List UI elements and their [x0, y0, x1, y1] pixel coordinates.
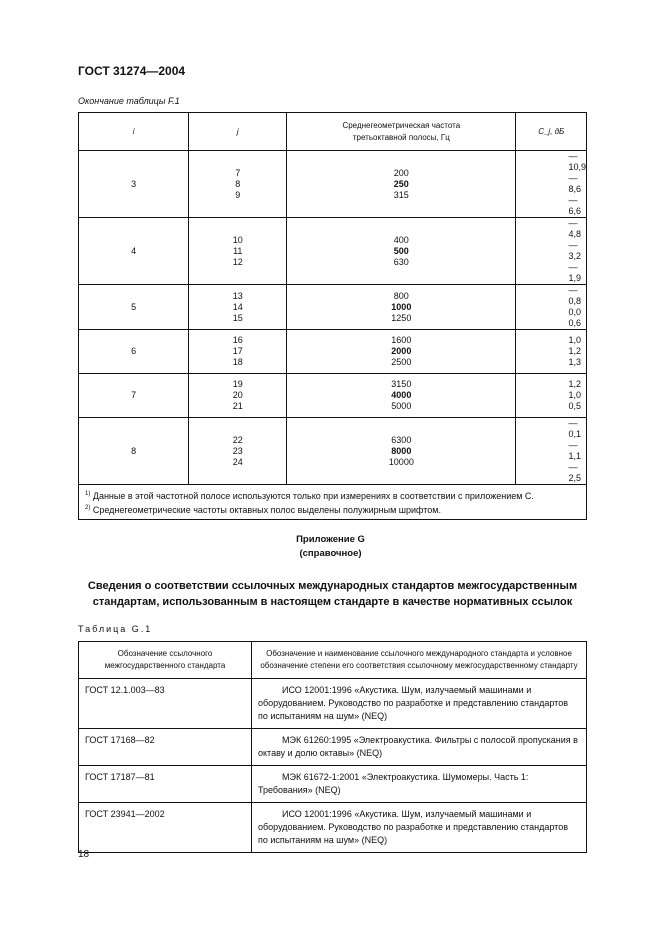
- appendix-label: Приложение G: [296, 534, 365, 545]
- cell-j: [189, 285, 287, 330]
- cj-value: —0,1: [568, 418, 581, 439]
- cell-j: [189, 218, 287, 285]
- frequency-value: 200: [393, 167, 409, 178]
- international-standard-cell: [252, 679, 587, 729]
- i-value: 3: [131, 178, 137, 189]
- frequency-value: 630: [393, 256, 409, 267]
- interstate-standard-cell: ГОСТ 12.1.003—83: [79, 679, 252, 729]
- table-f1-caption: Окончание таблицы F.1: [78, 96, 180, 106]
- footnote: [85, 502, 580, 516]
- j-value: 13: [232, 290, 243, 301]
- cell-i: [79, 330, 189, 374]
- table-row: [79, 766, 587, 803]
- frequency-value: 1600: [391, 335, 412, 345]
- international-standard-text: ИСО 12001:1996 «Акустика. Шум, излучаемый машинами и оборудованием. Руководство по разработке и представлению стандартов по испытаниям на шум» (NEQ): [258, 685, 568, 721]
- frequency-value: 2500: [391, 357, 412, 367]
- frequency-value: 2000: [391, 346, 412, 356]
- cell-j: [189, 374, 287, 418]
- footnote-text: Среднегеометрические частоты октавных полос выделены полужирным шрифтом.: [92, 505, 441, 515]
- footnotes-row: [79, 485, 587, 520]
- cj-value: 1,0: [568, 390, 581, 400]
- j-value: 10: [232, 234, 243, 245]
- header-i: i: [79, 113, 189, 151]
- cell-cj: [516, 330, 587, 374]
- cj-value: 1,2: [568, 346, 581, 356]
- cell-frequency: [287, 330, 516, 374]
- page-number: 18: [78, 849, 90, 860]
- cj-value: —6,6: [568, 195, 581, 216]
- j-value: 24: [232, 456, 243, 467]
- international-standard-text: МЭК 61260:1995 «Электроакустика. Фильтры с полосой пропускания в октаву и долю октавы» (NEQ): [258, 735, 578, 758]
- international-standard-text: МЭК 61672-1:2001 «Электроакустика. Шумомеры. Часть 1: Требования» (NEQ): [258, 772, 529, 795]
- table-header-row: [79, 113, 587, 151]
- international-standard-cell: [252, 766, 587, 803]
- header-j: j: [189, 113, 287, 151]
- cell-cj: [516, 285, 587, 330]
- cell-frequency: [287, 285, 516, 330]
- header-interstate-standard: Обозначение ссылочного межгосударственного стандарта: [79, 642, 252, 679]
- frequency-value: 1250: [391, 312, 412, 323]
- i-value: 7: [131, 390, 137, 400]
- table-row: [79, 803, 587, 853]
- frequency-value: 5000: [391, 401, 412, 411]
- j-value: 17: [232, 346, 243, 356]
- international-standard-cell: [252, 729, 587, 766]
- i-value: 6: [131, 346, 137, 356]
- footnote-mark: 1): [85, 491, 91, 497]
- cj-value: —3,2: [568, 240, 581, 261]
- cell-j: [189, 330, 287, 374]
- j-value: 18: [232, 357, 243, 367]
- cell-i: [79, 285, 189, 330]
- j-value: 9: [235, 189, 241, 200]
- table-f1: [78, 112, 587, 520]
- j-value: 14: [232, 301, 243, 312]
- document-id: ГОСТ 31274—2004: [78, 64, 186, 78]
- cell-cj: [516, 151, 587, 218]
- table-row-group: [79, 151, 587, 218]
- cell-i: [79, 418, 189, 485]
- cell-frequency: [287, 418, 516, 485]
- table-row-group: [79, 285, 587, 330]
- cell-j: [189, 151, 287, 218]
- i-value: 8: [131, 445, 137, 456]
- j-value: 22: [232, 434, 243, 445]
- table-g1: [78, 641, 587, 853]
- cell-frequency: [287, 218, 516, 285]
- international-standard-text: ИСО 12001:1996 «Акустика. Шум, излучаемый машинами и оборудованием. Руководство по разработке и представлению стандартов по испытаниям на шум» (NEQ): [258, 809, 568, 845]
- appendix-title: [0, 533, 661, 561]
- cj-value: —2,5: [568, 462, 581, 483]
- j-value: 11: [233, 245, 243, 256]
- cj-value: —4,8: [568, 218, 581, 239]
- cj-value: —8,6: [568, 173, 581, 194]
- appendix-subtitle: (справочное): [299, 548, 362, 559]
- cj-value: 0,6: [568, 318, 581, 328]
- frequency-value: 3150: [391, 379, 412, 389]
- cj-value: 1,0: [568, 335, 581, 345]
- frequency-value: 8000: [391, 445, 412, 456]
- cell-i: [79, 374, 189, 418]
- cj-value: —0,8: [568, 285, 581, 306]
- table-header-row: [79, 642, 587, 679]
- frequency-value: 800: [393, 290, 409, 301]
- j-value: 7: [235, 167, 241, 178]
- frequency-value: 250: [393, 178, 409, 189]
- footnotes: [79, 485, 587, 520]
- i-value: 4: [131, 245, 137, 256]
- j-value: 23: [232, 445, 243, 456]
- cell-cj: [516, 374, 587, 418]
- frequency-value: 1000: [391, 301, 412, 312]
- cj-value: 1,2: [568, 379, 581, 389]
- frequency-value: 10000: [388, 456, 414, 467]
- cell-i: [79, 218, 189, 285]
- cell-cj: [516, 218, 587, 285]
- frequency-value: 400: [393, 234, 409, 245]
- frequency-value: 6300: [391, 434, 412, 445]
- interstate-standard-cell: ГОСТ 17168—82: [79, 729, 252, 766]
- appendix-heading: Сведения о соответствии ссылочных международных стандартов межгосударственным стандартам, использованным в настоящем стандарте в качестве нормативных ссылок: [87, 580, 578, 608]
- cj-value: 0,0: [568, 307, 581, 317]
- j-value: 15: [232, 312, 243, 323]
- frequency-value: 315: [393, 189, 409, 200]
- j-value: 19: [232, 379, 243, 389]
- footnote-mark: 2): [85, 505, 91, 511]
- cj-value: —1,9: [568, 262, 581, 283]
- frequency-value: 4000: [391, 390, 412, 400]
- header-frequency: Среднегеометрическая частота третьоктавной полосы, Гц: [287, 113, 516, 151]
- j-value: 12: [232, 256, 243, 267]
- interstate-standard-cell: ГОСТ 23941—2002: [79, 803, 252, 853]
- table-row-group: [79, 330, 587, 374]
- table-g1-caption: Таблица G.1: [78, 624, 153, 634]
- header-cj-label: C_j, дБ: [538, 126, 565, 136]
- international-standard-cell: [252, 803, 587, 853]
- cj-value: 0,5: [568, 401, 581, 411]
- j-value: 16: [232, 335, 243, 345]
- cj-value: 1,3: [568, 357, 581, 367]
- i-value: 5: [131, 301, 137, 312]
- interstate-standard-cell: ГОСТ 17187—81: [79, 766, 252, 803]
- footnote-text: Данные в этой частотной полосе используются только при измерениях в соответствии с приложением С.: [92, 491, 534, 501]
- header-cj: [516, 113, 587, 151]
- cell-frequency: [287, 374, 516, 418]
- cell-cj: [516, 418, 587, 485]
- footnote: [85, 488, 580, 502]
- table-row-group: [79, 418, 587, 485]
- table-row: [79, 679, 587, 729]
- table-row: [79, 729, 587, 766]
- frequency-value: 500: [393, 245, 409, 256]
- cell-i: [79, 151, 189, 218]
- j-value: 20: [232, 390, 243, 400]
- cj-value: —1,1: [568, 440, 581, 461]
- table-row-group: [79, 218, 587, 285]
- cell-frequency: [287, 151, 516, 218]
- j-value: 21: [232, 401, 243, 411]
- header-international-standard: Обозначение и наименование ссылочного международного стандарта и условное обозначение степени его соответствия ссылочному межгосударственному стандарту: [252, 642, 587, 679]
- table-row-group: [79, 374, 587, 418]
- j-value: 8: [235, 178, 241, 189]
- cj-value: —10,9: [568, 151, 586, 172]
- cell-j: [189, 418, 287, 485]
